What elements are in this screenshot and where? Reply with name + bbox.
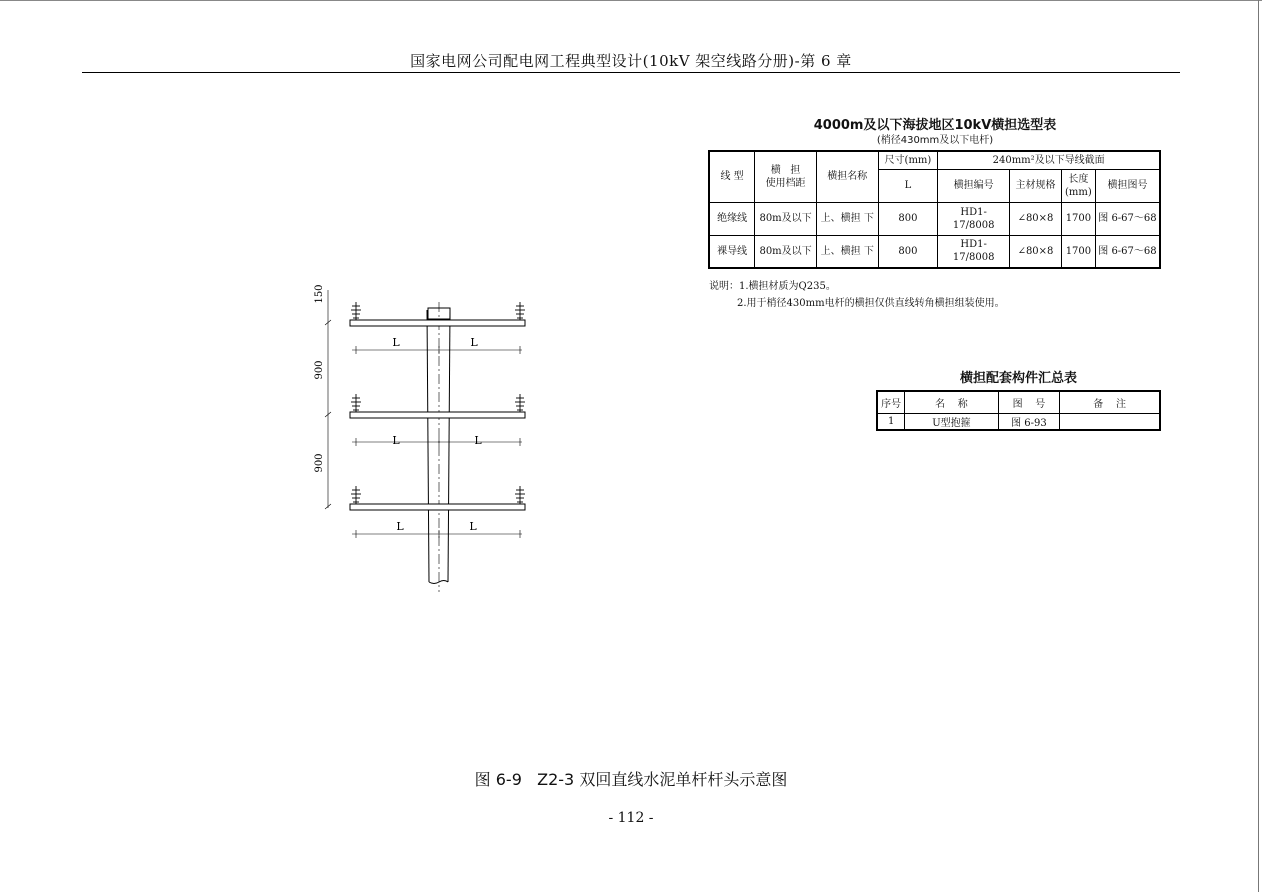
header-span-bottom: 使用档距: [765, 177, 806, 189]
header-remark: 备 注: [1060, 391, 1160, 413]
dim-label-l: L: [396, 520, 404, 533]
cell-material: ∠80×8: [1010, 202, 1062, 235]
header-no: 序号: [877, 391, 905, 413]
insulator: [351, 394, 361, 412]
cell-l: 800: [878, 235, 938, 268]
cell-crossarm-no: HD1-17/8008: [938, 202, 1010, 235]
dim-label-900-lower: 900: [314, 453, 325, 473]
cell-drawing: 图 6-67～68: [1095, 202, 1160, 235]
cell-name: 上、横担 下: [816, 202, 878, 235]
selection-table-title: 4000m及以下海拔地区10kV横担选型表: [813, 118, 1057, 133]
header-length-bottom: (mm): [1065, 186, 1092, 198]
notes: [709, 278, 1005, 312]
cell-length: 1700: [1061, 202, 1095, 235]
insulator: [351, 302, 361, 320]
dim-label-900-upper: 900: [314, 360, 325, 380]
table-row: [877, 413, 1160, 430]
header-l: L: [878, 169, 938, 202]
dim-label-l: L: [469, 520, 477, 533]
cell-line-type: 绝缘线: [709, 202, 755, 235]
header-rule: [82, 72, 1180, 73]
cell-span: 80m及以下: [755, 202, 817, 235]
cell-no: 1: [877, 413, 905, 430]
figure-caption: 图 6-9 Z2-3 双回直线水泥单杆杆头示意图: [474, 770, 788, 789]
dim-label-l: L: [474, 434, 482, 447]
cell-drawing: 图 6-93: [998, 413, 1060, 430]
cell-remark: [1060, 413, 1160, 430]
cell-name: 上、横担 下: [816, 235, 878, 268]
header-length: [1061, 169, 1095, 202]
cell-line-type: 裸导线: [709, 235, 755, 268]
page-number: - 112 -: [608, 810, 654, 826]
table-row: [709, 235, 1160, 268]
dim-label-150: 150: [314, 284, 325, 304]
header-span: [755, 151, 817, 202]
dim-label-l: L: [392, 336, 400, 349]
pole-right-edge: [448, 310, 450, 582]
table-row: [709, 202, 1160, 235]
insulator: [351, 486, 361, 504]
header-material: 主材规格: [1010, 169, 1062, 202]
crossarm-selection-table: [708, 150, 1161, 269]
dimension-lines-vertical: [325, 290, 331, 509]
dim-label-l: L: [392, 434, 400, 447]
selection-table-subtitle: (梢径430mm及以下电杆): [876, 135, 994, 146]
cell-material: ∠80×8: [1010, 235, 1062, 268]
cell-crossarm-no: HD1-17/8008: [938, 235, 1010, 268]
cell-name: U型抱箍: [905, 413, 998, 430]
cell-span: 80m及以下: [755, 235, 817, 268]
cell-length: 1700: [1061, 235, 1095, 268]
header-crossarm-name: 横担名称: [816, 151, 878, 202]
cell-drawing: 图 6-67～68: [1095, 235, 1160, 268]
insulator: [515, 394, 525, 412]
page-border-top: [0, 0, 1262, 1]
header-section: 240mm²及以下导线截面: [938, 151, 1160, 169]
summary-table-title: 横担配套构件汇总表: [959, 371, 1077, 386]
dim-label-l: L: [470, 336, 478, 349]
header-drawing: 横担图号: [1095, 169, 1160, 202]
component-summary-table: [876, 390, 1161, 431]
insulator: [515, 302, 525, 320]
crossarm-top: [350, 320, 525, 326]
header-crossarm-no: 横担编号: [938, 169, 1010, 202]
header-name: 名 称: [905, 391, 998, 413]
pole-head-diagram: [300, 280, 540, 600]
pole-left-edge: [427, 310, 429, 582]
header-drawing: 图 号: [998, 391, 1060, 413]
crossarm-middle: [350, 412, 525, 418]
header-line-type: 线 型: [709, 151, 755, 202]
note-line-1: 说明：1.横担材质为Q235。: [709, 281, 836, 292]
insulator: [515, 486, 525, 504]
pole-break-line: [429, 581, 448, 584]
header-size: 尺寸(mm): [878, 151, 938, 169]
header-span-top: 横 担: [770, 164, 801, 176]
page-header-title: 国家电网公司配电网工程典型设计(10kV 架空线路分册)-第 6 章: [410, 52, 852, 70]
page-border-right: [1258, 0, 1259, 892]
crossarm-bottom: [350, 504, 525, 510]
note-line-2: 2.用于梢径430mm电杆的横担仅供直线转角横担组装使用。: [737, 298, 1005, 309]
header-length-top: 长度: [1068, 173, 1089, 185]
cell-l: 800: [878, 202, 938, 235]
